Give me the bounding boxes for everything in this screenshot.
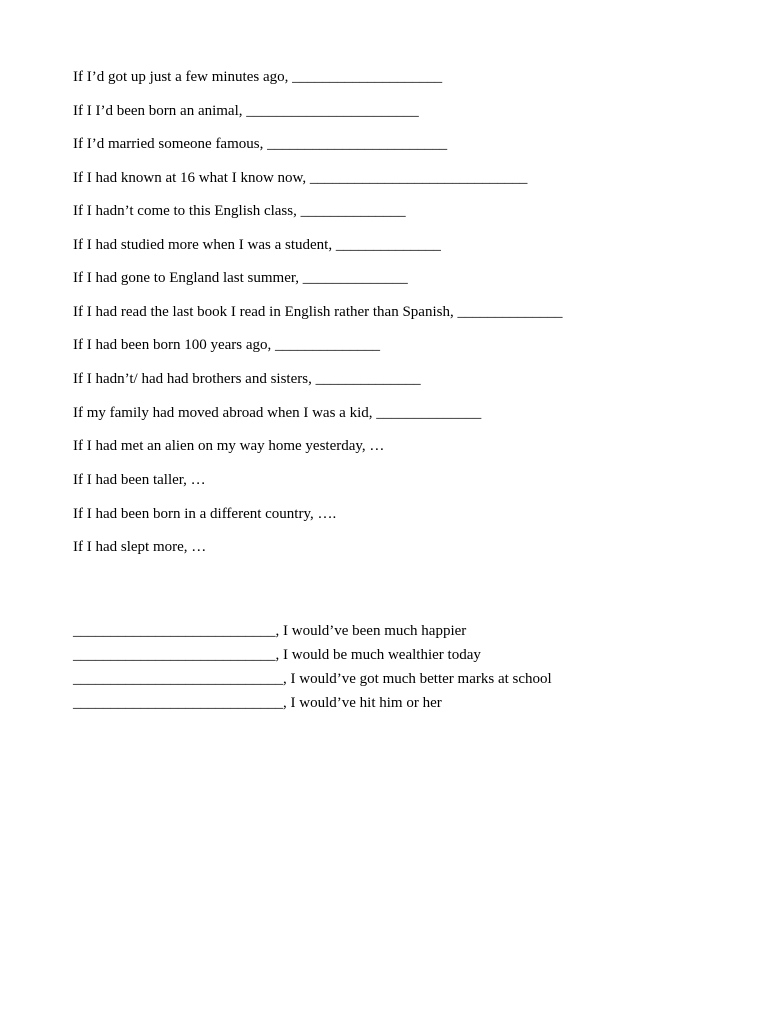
prompt-line-4: If I had known at 16 what I know now, _____________________________: [73, 170, 528, 186]
prompt-line-13: If I had been taller, …: [73, 472, 206, 488]
prompt-line-6: If I had studied more when I was a student, ______________: [73, 237, 441, 253]
prompt-line-12: If I had met an alien on my way home yesterday, …: [73, 438, 385, 454]
completion-line-4: ____________________________, I would’ve hit him or her: [73, 695, 442, 711]
prompt-line-5: If I hadn’t come to this English class, ______________: [73, 203, 406, 219]
prompt-line-9: If I had been born 100 years ago, ______________: [73, 337, 381, 353]
prompt-line-10: If I hadn’t/ had had brothers and sisters, ______________: [73, 371, 421, 387]
prompt-line-1: If I’d got up just a few minutes ago, ____________________: [73, 69, 443, 85]
completion-line-2: ___________________________, I would be much wealthier today: [73, 647, 481, 663]
completion-line-3: ____________________________, I would’ve got much better marks at school: [73, 671, 552, 687]
prompt-line-2: If I I’d been born an animal, _______________________: [73, 103, 419, 119]
prompt-line-3: If I’d married someone famous, ________________________: [73, 136, 448, 152]
prompt-line-15: If I had slept more, …: [73, 539, 207, 555]
completion-line-1: ___________________________, I would’ve been much happier: [73, 623, 467, 639]
prompt-line-8: If I had read the last book I read in English rather than Spanish, ______________: [73, 304, 563, 320]
prompt-line-14: If I had been born in a different country, ….: [73, 506, 337, 522]
prompt-line-11: If my family had moved abroad when I was a kid, ______________: [73, 405, 482, 421]
prompt-line-7: If I had gone to England last summer, ______________: [73, 270, 408, 286]
